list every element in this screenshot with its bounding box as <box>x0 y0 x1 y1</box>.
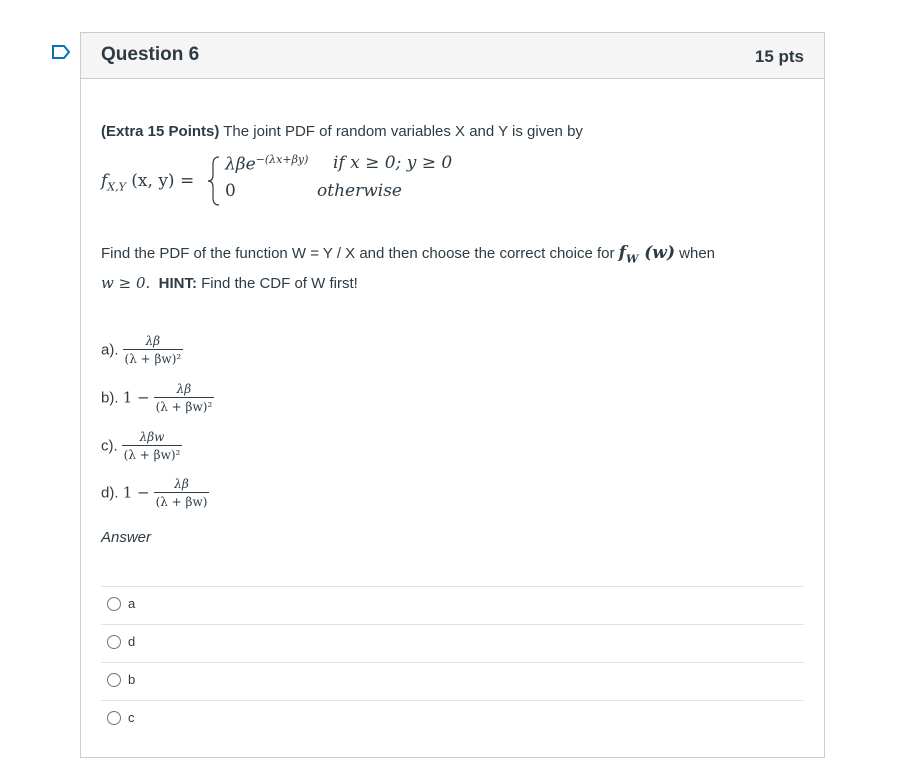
fw-symbol: $f_W$ (w) <box>618 243 675 266</box>
w-condition: w ≥ 0. <box>101 274 151 293</box>
answer-option[interactable] <box>101 700 804 738</box>
option-label[interactable]: a <box>128 596 136 611</box>
answer-option[interactable] <box>101 662 804 700</box>
brace-icon <box>207 156 221 206</box>
option-label[interactable]: b <box>128 672 136 687</box>
joint-pdf-formula <box>101 153 601 213</box>
pdf-case1: λβe$^{-(\lambda x+\beta y)}$ <box>225 153 309 175</box>
question-prompt: Find the PDF of the function W = Y / X and then choose the correct choice for $f_W$ (w) when w ≥ 0. HINT: Find the CDF of W first! <box>101 243 716 293</box>
option-label[interactable]: c <box>128 710 135 725</box>
pdf-case2: 0 <box>225 181 236 201</box>
radio-button[interactable] <box>107 635 121 649</box>
answer-option[interactable] <box>101 586 804 624</box>
choice-a: a). $\frac{\lambda\beta}{\text{(λ + βw)²}}$ <box>101 334 182 366</box>
intro-text: The joint PDF of random variables X and Y is given by <box>219 123 583 140</box>
question-header <box>81 33 824 79</box>
choice-c: c). $\frac{\text{λβw}}{\text{(λ + βw)²}}$ <box>101 430 181 462</box>
question-title: Question 6 <box>101 44 200 65</box>
choice-d: d). 1 − $\frac{\lambda\beta}{(\lambda + \beta w)}$ <box>101 477 208 509</box>
pdf-case2-condition: otherwise <box>317 181 402 201</box>
hint-label: HINT: <box>158 275 197 293</box>
question-card <box>80 32 825 758</box>
option-label[interactable]: d <box>128 634 136 649</box>
pdf-lhs: $f_{X,Y}$ (x, y) = <box>101 171 195 194</box>
answer-option[interactable] <box>101 624 804 662</box>
radio-button[interactable] <box>107 673 121 687</box>
hint-text: Find the CDF of W first! <box>196 275 358 293</box>
answer-label: Answer <box>101 529 152 546</box>
flag-question-icon[interactable] <box>52 45 70 59</box>
question-points: 15 pts <box>754 47 804 66</box>
choice-b: b). 1 − $\frac{\lambda\beta}{\text{(λ + βw)²}}$ <box>101 382 213 414</box>
intro-bold: (Extra 15 Points) <box>101 123 220 140</box>
radio-button[interactable] <box>107 597 121 611</box>
radio-button[interactable] <box>107 711 121 725</box>
pdf-case1-condition: if x ≥ 0; y ≥ 0 <box>333 153 453 173</box>
question-intro <box>101 123 583 140</box>
